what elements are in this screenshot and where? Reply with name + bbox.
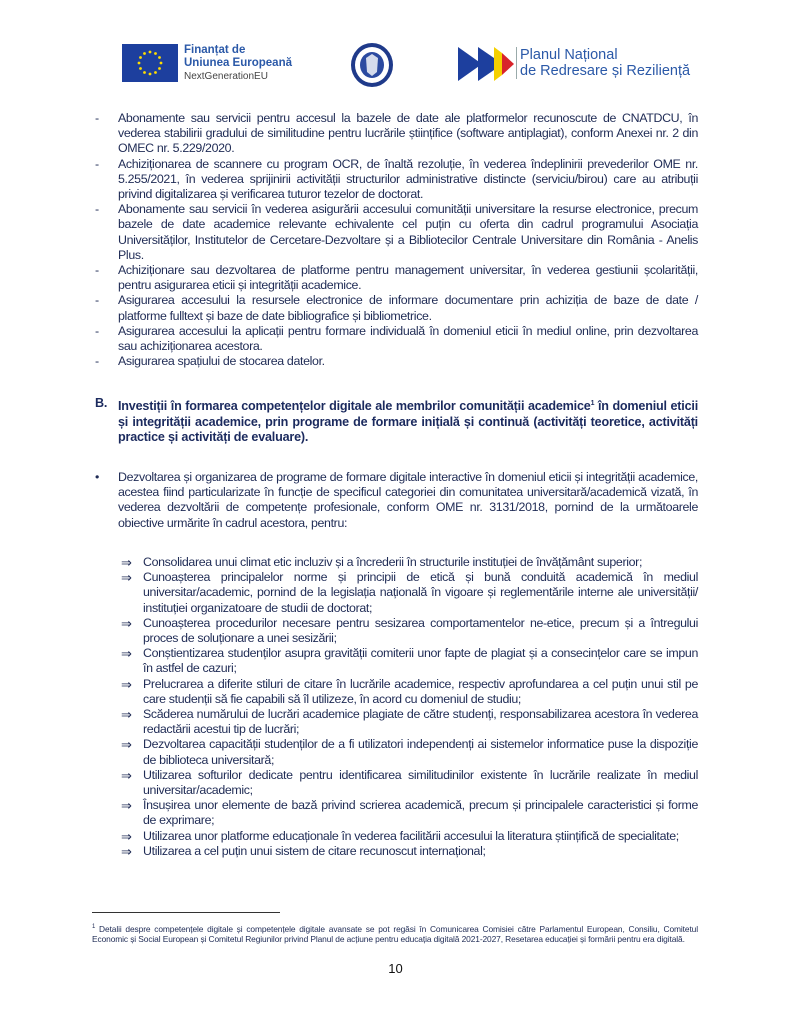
arrow-right-icon: ⇒: [121, 570, 132, 586]
arrow-right-icon: ⇒: [121, 555, 132, 570]
dash-marker: -: [95, 354, 99, 369]
list-item: [95, 111, 698, 157]
list-item-text: Asigurarea accesului la resursele electronice de informare documentare prin achiziția de baze de date / platforme fulltext și baze de date bibliografice și bibliometrice.: [118, 293, 698, 323]
objectives-list: [121, 555, 698, 859]
section-title-part2: în domeniul eticii și integrității academice, prin programe de formare inițială și continuă (activități teoretice, activități practice și activități de evaluare).: [118, 399, 698, 444]
list-item: [121, 707, 698, 737]
list-item: [121, 768, 698, 798]
list-item-text: Consolidarea unui climat etic incluziv și a încrederii în structurile instituției de învățământ superior;: [143, 555, 643, 569]
pnrr-logo-line1: Planul Național: [520, 47, 618, 63]
eu-flag-icon: [122, 44, 178, 82]
footnote-separator: [92, 912, 280, 913]
list-item: [121, 829, 698, 844]
list-item: [95, 202, 698, 263]
list-item: [95, 324, 698, 354]
section-letter: B.: [95, 396, 108, 410]
list-item: [121, 646, 698, 676]
list-item: [95, 157, 698, 203]
list-item-text: Scăderea numărului de lucrări academice plagiate de către studenți, responsabilizarea acestora în vederea redactării acestui tip de lucrări;: [143, 707, 698, 737]
list-item: [121, 555, 698, 570]
list-item-text: Utilizarea a cel puțin unui sistem de citare recunoscut internațional;: [143, 843, 486, 858]
footnote-reference[interactable]: 1: [590, 400, 595, 407]
section-b-heading: [95, 396, 698, 445]
list-item-text: Achiziționarea de scannere cu program OCR, de înaltă rezoluție, în vederea îndeplinirii prevederilor OME nr. 5.255/2021, în vederea sprijinirii activității structurilor administrative distincte (serviciu/birou) care au atribuții privind digitalizarea și verificarea tuturor tezelor de doctorat.: [118, 156, 698, 202]
list-item-text: Asigurarea accesului la aplicații pentru formare individuală în domeniul eticii în mediul online, prin dezvoltarea sau achiziționarea acestora.: [118, 323, 698, 354]
footnote-text: Detalii despre competențele digitale și competențele digitale avansate se pot regăsi în Comunicarea Comisiei către Parlamentul European, Consiliu, Comitetul Economic și Social European și Comitetul Regiunilor privind Planul de acțiune pentru educația digitală 2021-2027, Resetarea educației și formării pentru era digitală.: [92, 923, 698, 945]
footnote: [92, 922, 698, 945]
list-item: [121, 798, 698, 828]
arrow-right-icon: ⇒: [121, 737, 132, 753]
list-item: [95, 354, 698, 369]
list-item-text: Achiziționare sau dezvoltarea de platforme pentru management universitar, în vederea gestiunii școlarității, pentru asigurarea eticii și integrității academice.: [118, 263, 698, 293]
list-item-text: Asigurarea spațiului de stocarea datelor.: [118, 354, 325, 369]
section-title-part1: Investiții în formarea competențelor digitale ale membrilor comunității academice: [118, 399, 591, 414]
list-item-text: Utilizarea unor platforme educaționale în vederea facilitării accesului la literatura științifică de specialitate;: [143, 828, 679, 843]
list-item: [121, 737, 698, 767]
arrow-right-icon: ⇒: [121, 615, 132, 631]
romanian-coat-of-arms-icon: [350, 42, 394, 88]
footnote-number: 1: [92, 924, 96, 930]
list-item: [121, 677, 698, 707]
eu-logo-line1: Finanțat de: [184, 44, 246, 56]
list-item: [95, 263, 698, 293]
arrow-right-icon: ⇒: [121, 767, 132, 783]
arrow-right-icon: ⇒: [121, 707, 132, 723]
arrow-right-icon: ⇒: [121, 843, 132, 859]
list-item-text: Abonamente sau servicii pentru accesul la bazele de date ale platformelor recunoscute de CNATDCU, în vederea stabilirii gradului de similitudine pentru lucrările științifice (software antiplagiat), conform Anexei nr. 2 din OMEC nr. 5.229/2020.: [118, 111, 698, 156]
arrow-right-icon: ⇒: [121, 798, 132, 814]
page-number: 10: [388, 961, 403, 976]
dash-marker: -: [95, 263, 99, 278]
dash-marker: -: [95, 202, 99, 217]
arrow-right-icon: ⇒: [121, 676, 132, 692]
list-item: [121, 570, 698, 616]
bullet-marker: •: [95, 470, 99, 484]
list-item-text: Abonamente sau servicii în vederea asigurării accesului comunității universitare la resurse electronice, precum bazele de date academice relevante echivalente cel puțin cu oferta din cadrul programului Asociația Universităților, Institutelor de Cercetare-Dezvoltare și a Bibliotecilor Centrale Universitare din România - Anelis Plus.: [118, 202, 698, 262]
pnrr-logo: [458, 45, 708, 85]
list-item: [121, 616, 698, 646]
list-item-text: Conștientizarea studenților asupra gravității comiterii unor fapte de plagiat și a consecințelor care se impun în astfel de cazuri;: [143, 646, 698, 676]
arrow-right-icon: ⇒: [121, 828, 132, 844]
dash-marker: -: [95, 111, 99, 125]
pnrr-arrows-icon: [458, 47, 514, 81]
list-item: [95, 293, 698, 323]
dash-marker: -: [95, 156, 99, 171]
dash-marker: -: [95, 293, 99, 308]
list-item-text: Însușirea unor elemente de bază privind scrierea academică, precum și principalele caracteristici și forme de exprimare;: [143, 798, 698, 828]
resource-dash-list: [95, 111, 698, 369]
pnrr-logo-line2: de Redresare și Reziliență: [520, 63, 691, 79]
list-item: [121, 844, 698, 859]
list-item-text: Cunoașterea principalelor norme și principii de etică și bună conduită academică în mediul universitar/academic, pornind de la legislația națională în vigoare și reglementările interne ale universității/ instituției organizatoare de studii de doctorat;: [143, 570, 698, 615]
dash-marker: -: [95, 323, 99, 338]
eu-logo-line3: NextGenerationEU: [184, 71, 268, 82]
bullet-paragraph: [95, 470, 698, 531]
government-seal: [350, 42, 394, 93]
bullet-text: Dezvoltarea și organizarea de programe de formare digitale interactive în domeniul eticii și integrității academice, acestea fiind particularizate în funcție de specificul categoriei din comunitatea universitară/academică vizată, în vederea dezvoltării de competențe profesionale, conform OME nr. 3131/2018, pornind de la următoarele obiective urmărite în cadrul acestora, pentru:: [118, 470, 698, 530]
eu-logo-line2: Uniunea Europeană: [184, 57, 292, 69]
arrow-right-icon: ⇒: [121, 646, 132, 662]
list-item-text: Cunoașterea procedurilor necesare pentru sesizarea comportamentelor ne-etice, precum și a întregului proces de soluționare a unei sesizării;: [143, 615, 698, 646]
eu-funding-logo: [122, 44, 302, 84]
list-item-text: Dezvoltarea capacității studenților de a fi utilizatori independenți ai sistemelor informatice puse la dispoziție de biblioteca universitară;: [143, 737, 698, 767]
list-item-text: Prelucrarea a diferite stiluri de citare în lucrările academice, respectiv aprofundarea a cel puțin unui stil pe care studenții să fie capabili să îl utilizeze, în acord cu domeniul de studiu;: [143, 676, 698, 706]
list-item-text: Utilizarea softurilor dedicate pentru identificarea similitudinilor existente în lucrările realizate în mediul universitar/academic;: [143, 767, 698, 798]
